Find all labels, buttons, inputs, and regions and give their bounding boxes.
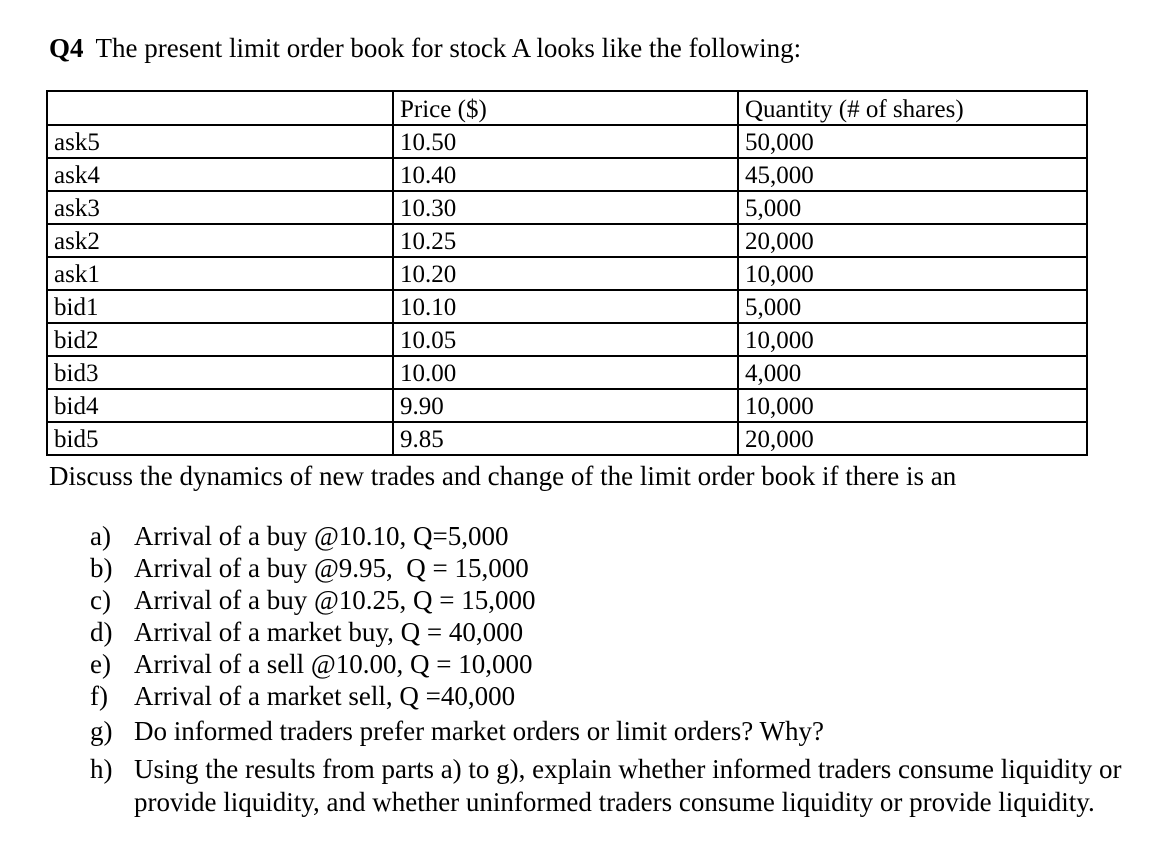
- price-cell: 10.00: [393, 356, 738, 389]
- table-row: [47, 290, 1087, 323]
- question-heading: [49, 30, 801, 66]
- quantity-cell: 4,000: [738, 356, 1087, 389]
- level-cell: ask4: [47, 158, 393, 191]
- item-label: b): [90, 553, 113, 583]
- item-text: Using the results from parts a) to g), explain whether informed traders consume liquidity or provide liquidity, and whether uninformed traders consume liquidity or provide liquidity.: [134, 754, 1122, 817]
- quantity-cell: 10,000: [738, 323, 1087, 356]
- table-row: [47, 323, 1087, 356]
- level-cell: ask1: [47, 257, 393, 290]
- item-label: f): [90, 681, 108, 711]
- level-cell: bid1: [47, 290, 393, 323]
- quantity-cell: 5,000: [738, 191, 1087, 224]
- discussion-prompt: Discuss the dynamics of new trades and change of the limit order book if there is an: [49, 461, 957, 491]
- level-cell: ask2: [47, 224, 393, 257]
- table-row: [47, 356, 1087, 389]
- item-text: Arrival of a buy @10.10, Q=5,000: [134, 521, 509, 551]
- item-text: Arrival of a buy @10.25, Q = 15,000: [134, 585, 536, 615]
- table-row: [47, 191, 1087, 224]
- level-cell: bid3: [47, 356, 393, 389]
- quantity-cell: 5,000: [738, 290, 1087, 323]
- quantity-cell: 10,000: [738, 389, 1087, 422]
- list-item: [90, 520, 1170, 552]
- table-header-row: [47, 91, 1087, 125]
- price-cell: 10.50: [393, 125, 738, 158]
- header-level: [47, 91, 393, 125]
- item-text: Arrival of a market buy, Q = 40,000: [134, 617, 524, 647]
- limit-order-book-table: [46, 90, 1088, 456]
- quantity-cell: 45,000: [738, 158, 1087, 191]
- price-cell: 9.90: [393, 389, 738, 422]
- item-label: d): [90, 617, 113, 647]
- price-cell: 10.20: [393, 257, 738, 290]
- question-number: Q4: [49, 33, 84, 63]
- level-cell: ask3: [47, 191, 393, 224]
- item-label: c): [90, 585, 111, 615]
- sub-question-list: [90, 520, 1170, 819]
- quantity-cell: 20,000: [738, 224, 1087, 257]
- table-row: [47, 257, 1087, 290]
- item-text: Arrival of a market sell, Q =40,000: [134, 681, 516, 711]
- table-row: [47, 389, 1087, 422]
- item-text: Arrival of a buy @9.95, Q = 15,000: [134, 553, 529, 583]
- table-row: [47, 125, 1087, 158]
- header-price: Price ($): [393, 91, 738, 125]
- list-item: [90, 753, 1170, 819]
- list-item: [90, 584, 1170, 616]
- level-cell: ask5: [47, 125, 393, 158]
- price-cell: 9.85: [393, 422, 738, 455]
- price-cell: 10.10: [393, 290, 738, 323]
- quantity-cell: 50,000: [738, 125, 1087, 158]
- list-item: [90, 648, 1170, 680]
- level-cell: bid2: [47, 323, 393, 356]
- item-label: e): [90, 649, 111, 679]
- table-row: [47, 422, 1087, 455]
- item-label: a): [90, 521, 111, 551]
- list-item: [90, 715, 1170, 747]
- list-item: [90, 552, 1170, 584]
- price-cell: 10.30: [393, 191, 738, 224]
- price-cell: 10.40: [393, 158, 738, 191]
- item-label: g): [90, 716, 113, 746]
- level-cell: bid4: [47, 389, 393, 422]
- list-item: [90, 680, 1170, 712]
- price-cell: 10.25: [393, 224, 738, 257]
- level-cell: bid5: [47, 422, 393, 455]
- item-label: h): [90, 754, 113, 784]
- quantity-cell: 10,000: [738, 257, 1087, 290]
- item-text: Do informed traders prefer market orders or limit orders? Why?: [134, 716, 824, 746]
- question-prompt: The present limit order book for stock A looks like the following:: [95, 33, 802, 63]
- table-row: [47, 158, 1087, 191]
- list-item: [90, 616, 1170, 648]
- header-quantity: Quantity (# of shares): [738, 91, 1087, 125]
- table-row: [47, 224, 1087, 257]
- quantity-cell: 20,000: [738, 422, 1087, 455]
- item-text: Arrival of a sell @10.00, Q = 10,000: [134, 649, 533, 679]
- price-cell: 10.05: [393, 323, 738, 356]
